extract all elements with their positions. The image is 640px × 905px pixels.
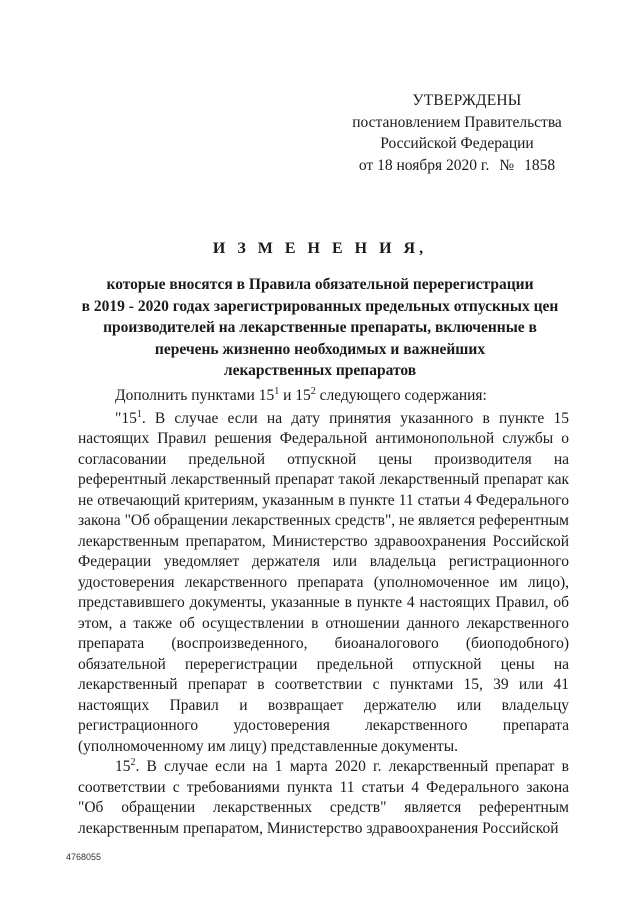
heading-subtitle-line: которые вносятся в Правила обязательной перерегистрации xyxy=(106,276,534,293)
paragraph-15-1: "$15^1$. В случае если на дату принятия указанного в пункте 15 настоящих Правил решения Федеральной антимонопольной службы о согласовании предельной отпускной цены производителя на референтный лекарственный препарат такой лекарственный препарат как не отвечающий критериям, указанным в пункте 11 статьи 4 Федерального закона "Об обращении лекарственных средств", не является референтным лекарственным препаратом, Министерство здравоохранения Российской Федерации уведомляет держателя или владельца регистрационного удостоверения лекарственного препарата (уполномоченное им лицо), представившего документы, указанные в пункте 4 настоящих Правил, об этом, а также об осуществлении в отношении данного лекарственного препарата (воспроизведенного, биоаналогового (биоподобного) обязательной перерегистрации предельной отпускной цены на лекарственный препарат в соответствии с пунктами 15, 39 или 41 настоящих Правил и возвращает держателю или владельцу регистрационного удостоверения лекарственного препарата (уполномоченному им лицу) представленные документы. xyxy=(78,408,569,755)
superscript: 1 xyxy=(136,408,142,420)
approval-date-line xyxy=(352,155,562,177)
approval-block xyxy=(352,90,562,176)
heading-subtitle-line: перечень жизненно необходимых и важнейших xyxy=(154,340,486,358)
approval-line-1: постановлением Правительства xyxy=(352,113,562,131)
heading-subtitle-line: в 2019 - 2020 годах зарегистрированных предельных отпускных цен xyxy=(81,297,559,315)
approval-date: от 18 ноября 2020 г. xyxy=(358,156,490,174)
superscript: 2 xyxy=(130,757,136,768)
heading-title: И З М Е Н Е Н И Я, xyxy=(212,240,428,257)
document-heading xyxy=(50,240,590,382)
heading-subtitle xyxy=(50,274,590,382)
heading-subtitle-line: производителей на лекарственные препараты, включенные в xyxy=(103,319,537,336)
superscript: 1 xyxy=(274,386,280,397)
intro-paragraph: Дополнить пунктами $15^1$ и $15^2$ следующего содержания: xyxy=(115,386,487,404)
approval-title: УТВЕРЖДЕНЫ xyxy=(412,92,522,109)
paragraph-15-2: $15^2$. В случае если на 1 марта 2020 г. лекарственный препарат в соответствии с требованиями пункта 11 статьи 4 Федерального закона "Об обращении лекарственных средств" является референтным лекарственным препаратом, Министерство здравоохранения Российской xyxy=(78,757,569,837)
superscript: 2 xyxy=(310,386,316,397)
approval-number: 1858 xyxy=(524,156,556,174)
document-body xyxy=(78,386,569,839)
approval-line-2: Российской Федерации xyxy=(380,135,534,152)
heading-subtitle-line: лекарственных препаратов xyxy=(223,362,417,379)
document-code: 4768055 xyxy=(66,852,102,862)
approval-number-sign: № xyxy=(499,156,515,174)
